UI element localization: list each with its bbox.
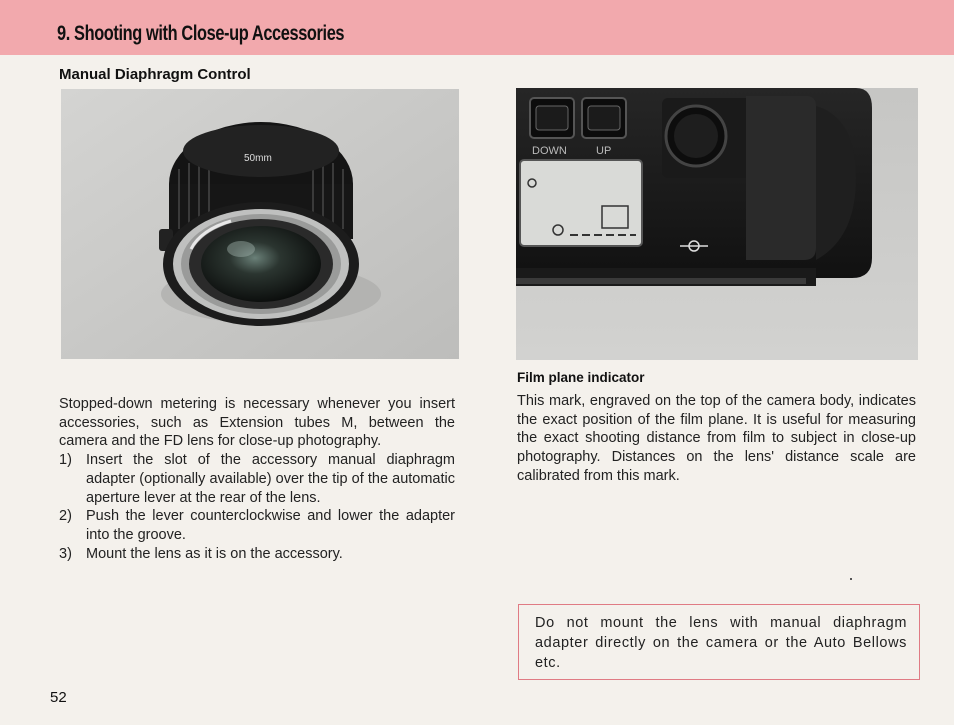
camera-illustration	[516, 88, 918, 360]
step-number: 2)	[59, 508, 72, 525]
caption-text: This mark, engraved on the top of the camera body, indicates the exact position of the film plane. It is useful for measuring the exact shooting distance from film to subject in close-up photography. Distances on the lens' distance scale are calibrated from this mark.	[517, 393, 916, 484]
list-item	[59, 451, 455, 507]
page-header	[0, 0, 954, 55]
list-item	[59, 545, 455, 564]
step-text: Insert the slot of the accessory manual diaphragm adapter (optionally available) over the tip of the automatic aperture lever at the rear of the lens.	[86, 452, 455, 506]
list-item	[59, 507, 455, 544]
down-label: DOWN	[532, 145, 567, 157]
lens-illustration	[61, 89, 459, 359]
step-text: Mount the lens as it is on the accessory.	[86, 545, 343, 562]
chapter-title: 9. Shooting with Close-up Accessories	[57, 22, 345, 45]
lens-focal-marking: 50mm	[244, 153, 272, 164]
up-label: UP	[596, 145, 612, 157]
step-number: 1)	[59, 452, 72, 469]
note-text: Do not mount the lens with manual diaphragm adapter directly on the camera or the Auto Bellows etc.	[535, 615, 907, 671]
step-number: 3)	[59, 545, 72, 562]
step-text: Push the lever counterclockwise and lower the adapter into the groove.	[86, 508, 455, 543]
section-title: Manual Diaphragm Control	[59, 66, 251, 83]
body-text	[59, 395, 455, 563]
caption-title: Film plane indicator	[517, 370, 645, 385]
camera-top-photo	[516, 88, 918, 360]
stray-dot	[850, 578, 852, 580]
steps-list	[59, 451, 455, 563]
page-number: 52	[50, 689, 67, 706]
lens-photo	[61, 89, 459, 359]
intro-paragraph: Stopped-down metering is necessary whenever you insert accessories, such as Extension tubes M, between the camera and the FD lens for close-up photography.	[59, 396, 455, 450]
caution-note	[518, 604, 920, 680]
